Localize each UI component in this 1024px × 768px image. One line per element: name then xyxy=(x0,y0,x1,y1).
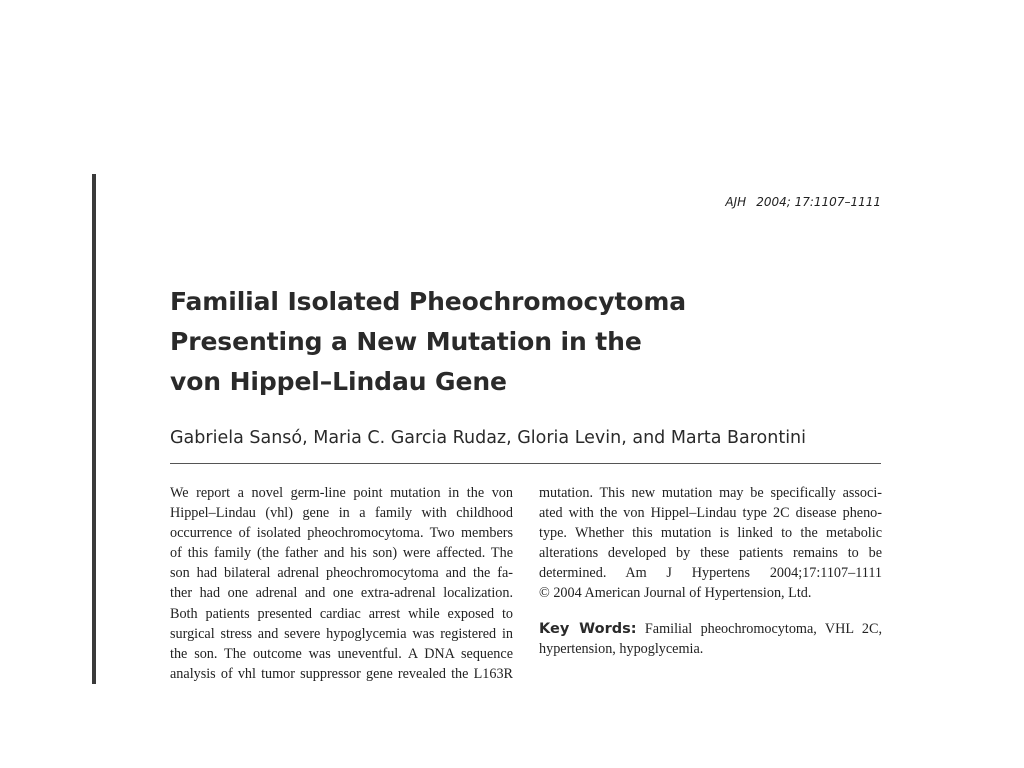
abstract-line: surgical stress and severe hypoglycemia was registered in xyxy=(170,625,513,642)
abstract-left-column xyxy=(170,483,513,684)
keywords-line xyxy=(539,619,882,639)
abstract-line: occurrence of isolated pheochromocytoma. Two members xyxy=(170,525,513,542)
abstract-line: We report a novel germ-line point mutation in the von xyxy=(170,485,513,501)
journal-name: AJH xyxy=(725,195,747,209)
author-list: Gabriela Sansó, Maria C. Garcia Rudaz, Gloria Levin, and Marta Barontini xyxy=(170,428,807,448)
abstract-line: son had bilateral adrenal pheochromocytoma and the fa- xyxy=(170,565,513,582)
abstract-line: © 2004 American Journal of Hypertension, Ltd. xyxy=(539,585,812,602)
abstract-line: ther had one adrenal and one extra-adrenal localization. xyxy=(170,585,513,602)
left-margin-rule xyxy=(92,174,96,684)
abstract-right-column xyxy=(539,483,882,659)
keywords-block xyxy=(539,619,882,659)
keywords-text: Familial pheochromocytoma, VHL 2C, xyxy=(644,620,882,637)
title-line: Presenting a New Mutation in the xyxy=(170,327,642,356)
abstract-line: the son. The outcome was uneventful. A DNA sequence xyxy=(170,645,513,662)
abstract-line: of this family (the father and his son) were affected. The xyxy=(170,545,513,562)
abstract-line: ated with the von Hippel–Lindau type 2C disease pheno- xyxy=(539,505,882,522)
citation-details: 2004; 17:1107–1111 xyxy=(756,195,881,209)
title-line: Familial Isolated Pheochromocytoma xyxy=(170,287,687,316)
article-title xyxy=(170,282,870,402)
abstract-line: alterations developed by these patients remains to be xyxy=(539,545,882,562)
journal-citation xyxy=(650,195,881,209)
abstract-line: Hippel–Lindau (vhl) gene in a family with childhood xyxy=(170,505,513,522)
abstract-line: type. Whether this mutation is linked to the metabolic xyxy=(539,525,882,542)
abstract-line: determined. Am J Hypertens 2004;17:1107–1111 xyxy=(539,565,882,582)
abstract-line: analysis of vhl tumor suppressor gene revealed the L163R xyxy=(170,665,513,682)
keywords-label: Key Words: xyxy=(539,620,637,637)
header-divider xyxy=(170,463,881,464)
title-line: von Hippel–Lindau Gene xyxy=(170,367,507,396)
abstract-line: mutation. This new mutation may be specifically associ- xyxy=(539,485,882,501)
keywords-line: hypertension, hypoglycemia. xyxy=(539,640,704,657)
abstract-line: Both patients presented cardiac arrest while exposed to xyxy=(170,605,513,622)
